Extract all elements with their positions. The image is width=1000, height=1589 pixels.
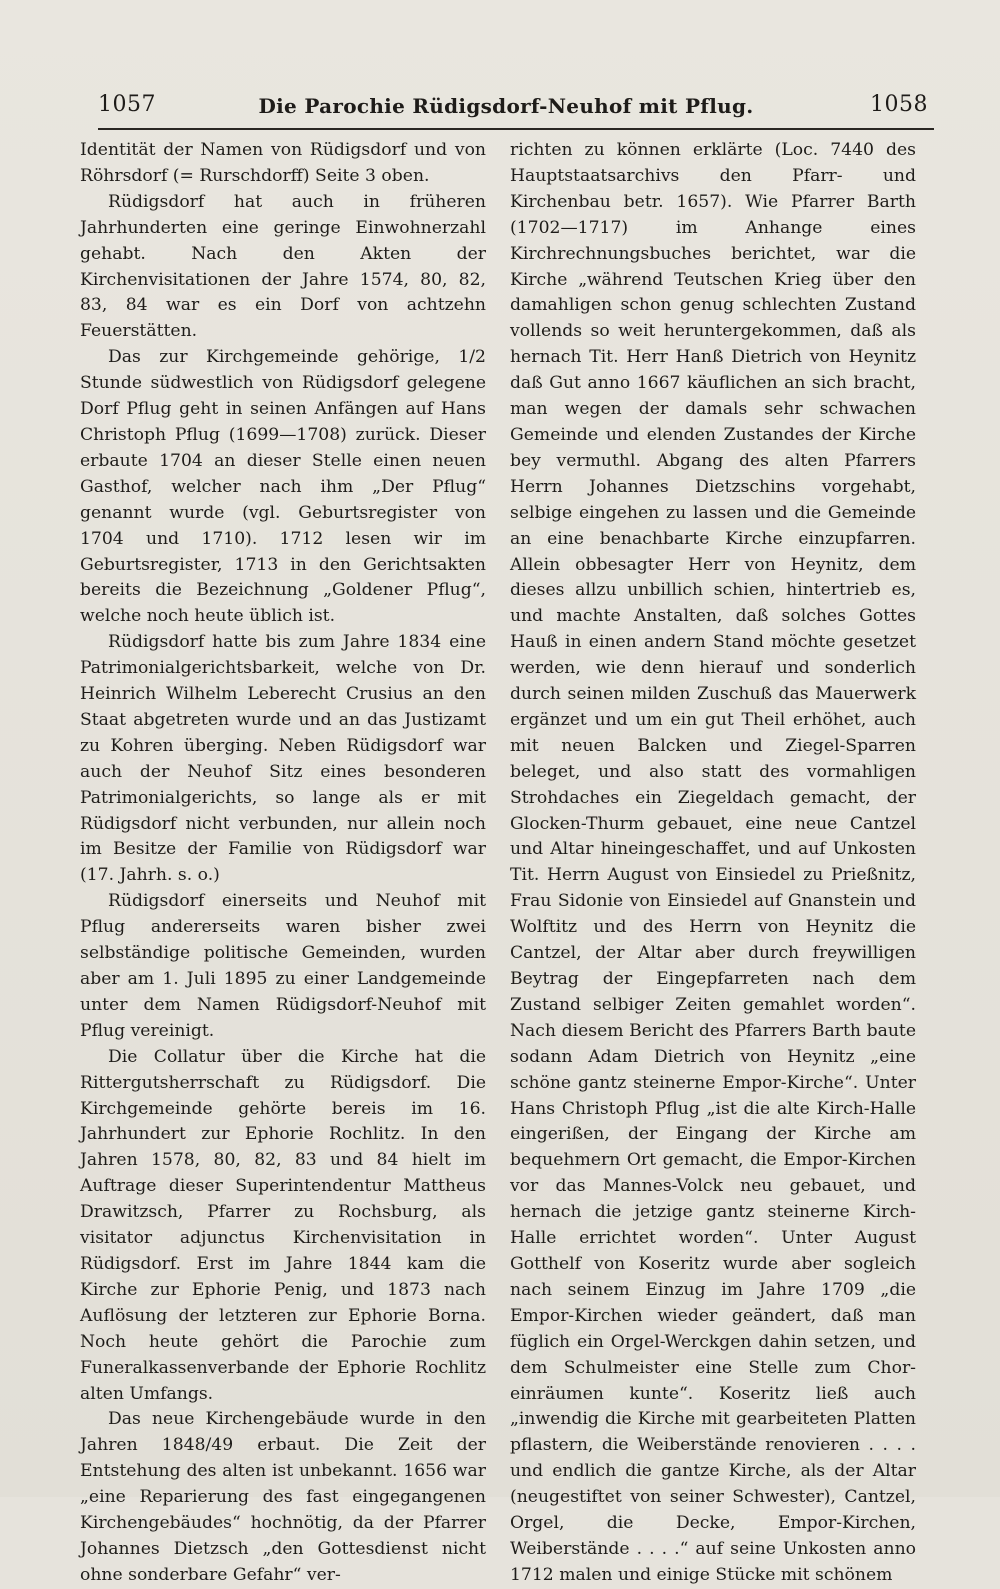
- running-header: [80, 92, 932, 128]
- right-column: [510, 138, 916, 1589]
- paragraph: Rüdigsdorf hat auch in früheren Jahrhunderten eine geringe Einwohnerzahl gehabt. Nach den Akten der Kirchenvisitationen der Jahre 1574, 80, 82, 83, 84 war es ein Dorf von achtzehn Feuerstätten.: [80, 191, 486, 342]
- left-column: [80, 138, 486, 1589]
- paragraph: Das zur Kirchgemeinde gehörige, 1/2 Stunde südwestlich von Rüdigsdorf gelegene Dorf Pflug geht in seinen Anfängen auf Hans Christoph Pflug (1699—1708) zurück. Dieser erbaute 1704 an dieser Stelle einen neuen Gasthof, welcher nach ihm „Der Pflug“ genannt wurde (vgl. Geburtsregister von 1704 und 1710). 1712 lesen wir im Geburtsregister, 1713 in den Gerichtsakten bereits die Bezeichnung „Goldener Pflug“, welche noch heute üblich ist.: [80, 347, 486, 627]
- paragraph: Die Collatur über die Kirche hat die Rittergutsherrschaft zu Rüdigsdorf. Die Kirchgemeinde gehörte bereis im 16. Jahrhundert zur Ephorie Rochlitz. In den Jahren 1578, 80, 82, 83 und 84 hielt im Auftrage dieser Superintendentur Mattheus Drawitzsch, Pfarrer zu Rochsburg, als visitator adjunctus Kirchenvisitation in Rüdigsdorf. Erst im Jahre 1844 kam die Kirche zur Ephorie Penig, und 1873 nach Auflösung der letzteren zur Ephorie Borna. Noch heute gehört die Parochie zum Funeralkassenverbande der Ephorie Rochlitz alten Umfangs.: [80, 1046, 486, 1404]
- paragraph: Das neue Kirchengebäude wurde in den Jahren 1848/49 erbaut. Die Zeit der Entstehung des alten ist unbekannt. 1656 war „eine Reparierung des fast eingegangenen Kirchengebäudes“ hochnötig, da der Pfarrer Johannes Dietzsch „den Gottesdienst nicht ohne sonderbare Gefahr“ ver-: [80, 1409, 486, 1585]
- header-rule: [98, 128, 934, 130]
- page-number-left: 1057: [98, 92, 156, 117]
- paragraph: Rüdigsdorf hatte bis zum Jahre 1834 eine Patrimonialgerichtsbarkeit, welche von Dr. Heinrich Wilhelm Leberecht Crusius an den Staat abgetreten wurde und an das Justizamt zu Kohren überging. Neben Rüdigsdorf war auch der Neuhof Sitz eines besonderen Patrimonialgerichts, so lange als er mit Rüdigsdorf nicht verbunden, nur allein noch im Besitze der Familie von Rüdigsdorf war (17. Jahrh. s. o.): [80, 632, 486, 886]
- page-number-right: 1058: [870, 92, 928, 117]
- paragraph: Rüdigsdorf einerseits und Neuhof mit Pflug andererseits waren bisher zwei selbständige politische Gemeinden, wurden aber am 1. Juli 1895 zu einer Landgemeinde unter dem Namen Rüdigsdorf-Neuhof mit Pflug vereinigt.: [80, 891, 486, 1041]
- paragraph: Identität der Namen von Rüdigsdorf und von Röhrsdorf (= Rurschdorff) Seite 3 oben.: [80, 140, 486, 186]
- paragraph: richten zu können erklärte (Loc. 7440 des Hauptstaatsarchivs den Pfarr- und Kirchenbau betr. 1657). Wie Pfarrer Barth (1702—1717) im Anhange eines Kirchrechnungsbuches berichtet, war die Kirche „während Teutschen Krieg über den damahligen schon genug schlechten Zustand vollends so weit heruntergekommen, daß als hernach Tit. Herr Hanß Dietrich von Heynitz daß Gut anno 1667 käuflichen an sich bracht, man wegen der damals sehr schwachen Gemeinde und elenden Zustandes der Kirche bey vermuthl. Abgang des alten Pfarrers Herrn Johannes Dietzschins vorgehabt, selbige eingehen zu lassen und die Gemeinde an eine benachbarte Kirche einzupfarren. Allein obbesagter Herr von Heynitz, dem dieses allzu unbillich schien, hintertrieb es, und machte Anstalten, daß solches Gottes Hauß in einen andern Stand möchte gesetzet werden, wie denn hierauf und sonderlich durch seinen milden Zuschuß das Mauerwerk ergänzet und um ein gut Theil erhöhet, auch mit neuen Balcken und Ziegel-Sparren beleget, und also statt des vormahligen Strohdaches ein Ziegeldach gemacht, der Glocken-Thurm gebauet, eine neue Cantzel und Altar hineingeschaffet, und auf Unkosten Tit. Herrn August von Einsiedel zu Prießnitz, Frau Sidonie von Einsiedel auf Gnanstein und Wolftitz und des Herrn von Heynitz die Cantzel, der Altar aber durch freywilligen Beytrag der Eingepfarreten nach dem Zustand selbiger Zeiten gemahlet worden“. Nach diesem Bericht des Pfarrers Barth baute sodann Adam Dietrich von Heynitz „eine schöne gantz steinerne Empor-Kirche“. Unter Hans Christoph Pflug „ist die alte Kirch-Halle eingerißen, der Eingang der Kirche am bequehmern Ort gemacht, die Empor-Kirchen vor das Mannes-Volck neu gebauet, und hernach die jetzige gantz steinerne Kirch-Halle errichtet worden“. Unter August Gotthelf von Koseritz wurde aber sogleich nach seinem Einzug im Jahre 1709 „die Empor-Kirchen wieder geändert, daß man füglich ein Orgel-Werckgen dahin setzen, und dem Schulmeister eine Stelle zum Chor-einräumen kunte“. Koseritz ließ auch „inwendig die Kirche mit gearbeiteten Platten pflastern, die Weiberstände renovieren . . . . und endlich die gantze Kirche, als der Altar (neugestiftet von seiner Schwester), Cantzel, Orgel, die Decke, Empor-Kirchen, Weiberstände . . . .“ auf seine Unkosten anno 1712 malen und einige Stücke mit schönem: [510, 140, 916, 1585]
- running-title: Die Parochie Rüdigsdorf-Neuhof mit Pflug.: [258, 94, 754, 118]
